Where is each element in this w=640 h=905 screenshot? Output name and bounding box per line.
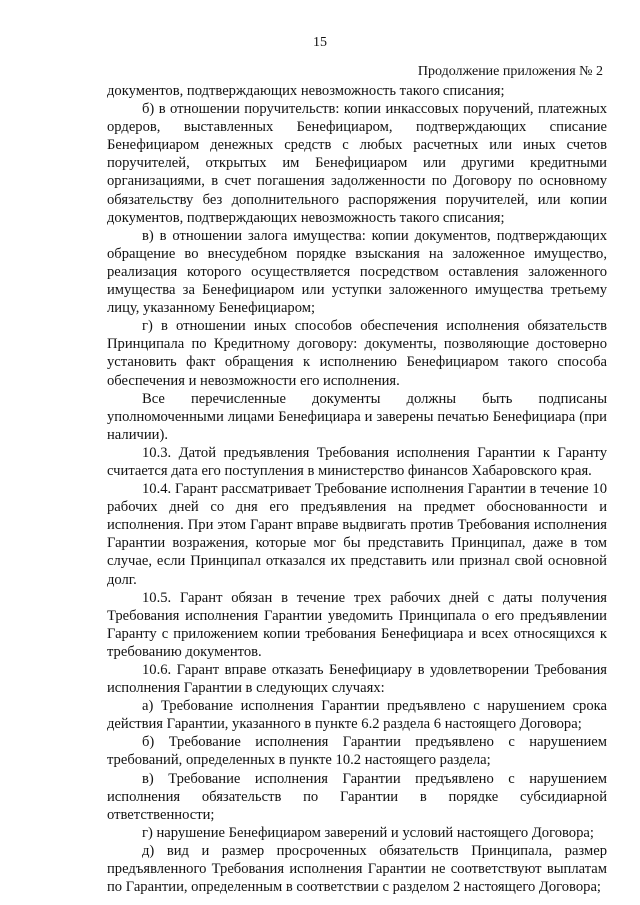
paragraph-refusal-b: б) Требование исполнения Гарантии предъявлено с нарушением требований, определенных в пункте 10.2 настоящего раздела; bbox=[107, 734, 607, 769]
paragraph-item-g-other-security: г) в отношении иных способов обеспечения исполнения обязательств Принципала по Кредитному договору: документы, позволяющие достоверно установить факт обращения к исполнению Бенефициаром такого способа обеспечения и невозможности его исполнения. bbox=[107, 318, 607, 389]
paragraph-10-6: 10.6. Гарант вправе отказать Бенефициару в удовлетворении Требования исполнения Гарантии в следующих случаях: bbox=[107, 662, 607, 697]
document-body bbox=[107, 82, 607, 896]
appendix-continuation-note: Продолжение приложения № 2 bbox=[417, 64, 603, 79]
paragraph-continuation: документов, подтверждающих невозможность такого списания; bbox=[107, 83, 505, 99]
paragraph-refusal-d: д) вид и размер просроченных обязательств Принципала, размер предъявленного Требования исполнения Гарантии не соответствуют выплатам по Гарантии, определенным в соответствии с разделом 2 настоящего Договора; bbox=[107, 842, 607, 896]
paragraph-10-5: 10.5. Гарант обязан в течение трех рабочих дней с даты получения Требования исполнения Гарантии уведомить Принципала о его предъявлении Гаранту с приложением копии требования Бенефициара и всех относящихся к требованию документов. bbox=[107, 589, 607, 660]
paragraph-item-v-pledge: в) в отношении залога имущества: копии документов, подтверждающих обращение во внесудебном порядке взыскания на заложенное имущество, реализация которого осуществляется посредством оставления заложенного имущества за Бенефициаром или уступки заложенного имущества третьему лицу, указанному Бенефициаром; bbox=[107, 227, 607, 317]
page-number: 15 bbox=[313, 35, 327, 50]
paragraph-refusal-v: в) Требование исполнения Гарантии предъявлено с нарушением исполнения обязательств по Гарантии в порядке субсидиарной ответственности; bbox=[107, 770, 607, 823]
paragraph-item-b-guarantees: б) в отношении поручительств: копии инкассовых поручений, платежных ордеров, выставленных Бенефициаром, подтверждающих списание Бенефициаром денежных средств с любых расчетных или иных счетов поручителей, открытых им Бенефициаром или другими кредитными организациями, в счет погашения задолженности по Договору по основному обязательству без дополнительного распоряжения поручителей, или копии документов, подтверждающих невозможность такого списания; bbox=[107, 101, 607, 226]
paragraph-10-3: 10.3. Датой предъявления Требования исполнения Гарантии к Гаранту считается дата его поступления в министерство финансов Хабаровского края. bbox=[107, 444, 607, 479]
paragraph-10-4: 10.4. Гарант рассматривает Требование исполнения Гарантии в течение 10 рабочих дней со дня его предъявления на предмет обоснованности и исполнения. При этом Гарант вправе выдвигать против Требования исполнения Гарантии возражения, которые мог бы представить Принципал, даже в том случае, если Принципал отказался их представить или признал свой основной долг. bbox=[107, 481, 607, 588]
paragraph-refusal-a: а) Требование исполнения Гарантии предъявлено с нарушением срока действия Гарантии, указанного в пункте 6.2 раздела 6 настоящего Договора; bbox=[107, 698, 607, 733]
paragraph-refusal-g: г) нарушение Бенефициаром заверений и условий настоящего Договора; bbox=[142, 824, 594, 841]
paragraph-signatures: Все перечисленные документы должны быть подписаны уполномоченными лицами Бенефициара и заверены печатью Бенефициара (при наличии). bbox=[107, 390, 607, 443]
